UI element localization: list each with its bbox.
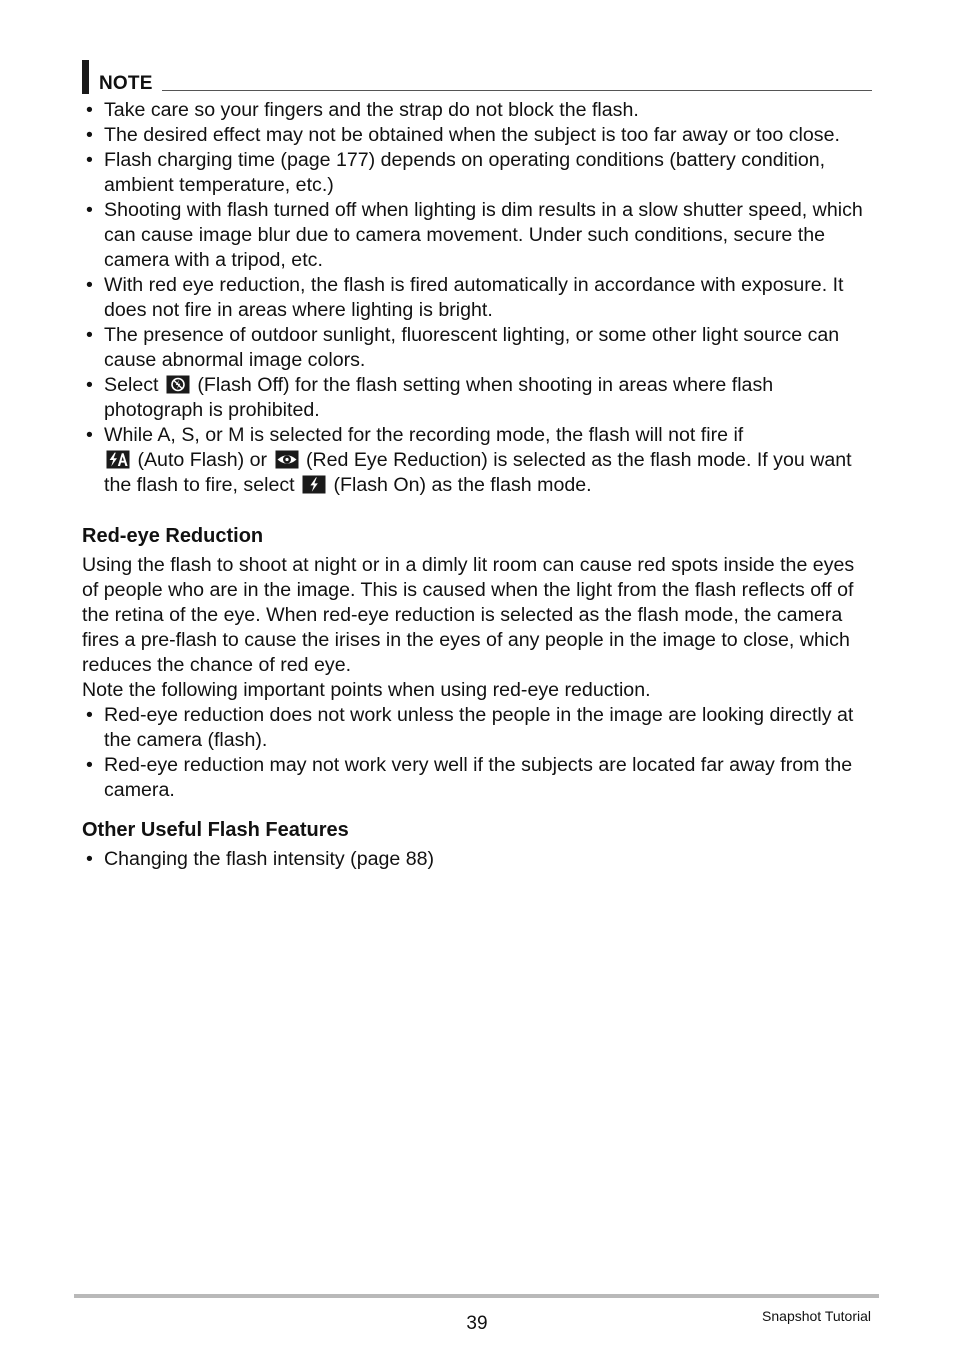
bullet: • <box>86 99 93 121</box>
list-item <box>82 423 874 498</box>
bullet: • <box>86 199 93 221</box>
note-text: Flash charging time (page 177) depends on operating conditions (battery condition, ambient temperature, etc.) <box>104 149 826 196</box>
note-text: (Red Eye Reduction) is selected as the flash mode. If you want the flash to fire, select <box>104 449 852 496</box>
red-eye-note-intro: Note the following important points when using red-eye reduction. <box>82 679 651 701</box>
list-item <box>82 123 874 148</box>
chapter-title: Snapshot Tutorial <box>762 1308 871 1324</box>
bullet: • <box>86 374 93 396</box>
page-content <box>82 98 874 872</box>
list-item <box>82 273 874 323</box>
list-item <box>82 703 874 753</box>
note-text: (Flash Off) for the flash setting when shooting in areas where flash photograph is prohibited. <box>104 374 774 421</box>
list-item <box>82 753 874 803</box>
flash-off-icon <box>166 375 190 394</box>
list-text: Changing the flash intensity (page 88) <box>104 848 435 870</box>
bullet: • <box>86 848 93 870</box>
list-item <box>82 198 874 273</box>
red-eye-list <box>82 703 874 803</box>
section-heading-other-features: Other Useful Flash Features <box>82 819 349 841</box>
bullet: • <box>86 324 93 346</box>
list-item <box>82 98 874 123</box>
note-text: The presence of outdoor sunlight, fluorescent lighting, or some other light source can cause abnormal image colors. <box>104 324 840 371</box>
note-bar <box>82 60 89 94</box>
note-text: The desired effect may not be obtained when the subject is too far away or too close. <box>104 124 840 146</box>
bullet: • <box>86 274 93 296</box>
list-item <box>82 323 874 373</box>
page-number: 39 <box>466 1313 488 1334</box>
note-text: With red eye reduction, the flash is fired automatically in accordance with exposure. It does not fire in areas where lighting is bright. <box>104 274 844 321</box>
footer-rule <box>74 1294 879 1298</box>
other-features-list <box>82 847 874 872</box>
note-text: While A, S, or M is selected for the recording mode, the flash will not fire if <box>104 424 744 446</box>
note-header <box>82 58 872 96</box>
flash-on-icon <box>302 475 326 494</box>
note-rule <box>162 90 872 91</box>
red-eye-reduction-icon <box>275 450 299 469</box>
note-text: (Flash On) as the flash mode. <box>333 474 592 496</box>
section-heading-red-eye: Red-eye Reduction <box>82 525 264 547</box>
note-text: Select <box>104 374 159 396</box>
list-item <box>82 847 874 872</box>
red-eye-paragraph: Using the flash to shoot at night or in a dimly lit room can cause red spots inside the eyes of people who are in the image. This is caused when the light from the flash reflects off of the retina of the eye. When red-eye reduction is selected as the flash mode, the camera fires a pre-flash to cause the irises in the eyes of any people in the image to close, which reduces the chance of red eye. <box>82 554 855 676</box>
bullet: • <box>86 149 93 171</box>
bullet: • <box>86 704 93 726</box>
note-text: Take care so your fingers and the strap do not block the flash. <box>104 99 639 121</box>
list-text: Red-eye reduction does not work unless the people in the image are looking directly at the camera (flash). <box>104 704 854 751</box>
note-list <box>82 98 874 498</box>
note-label: NOTE <box>99 73 153 94</box>
list-item <box>82 373 874 423</box>
bullet: • <box>86 754 93 776</box>
note-text: (Auto Flash) or <box>137 449 268 471</box>
auto-flash-icon <box>106 450 130 469</box>
note-text: Shooting with flash turned off when lighting is dim results in a slow shutter speed, which can cause image blur due to camera movement. Under such conditions, secure the camera with a tripod, etc. <box>104 199 863 271</box>
list-text: Red-eye reduction may not work very well if the subjects are located far away from the camera. <box>104 754 853 801</box>
bullet: • <box>86 124 93 146</box>
list-item <box>82 148 874 198</box>
bullet: • <box>86 424 93 446</box>
